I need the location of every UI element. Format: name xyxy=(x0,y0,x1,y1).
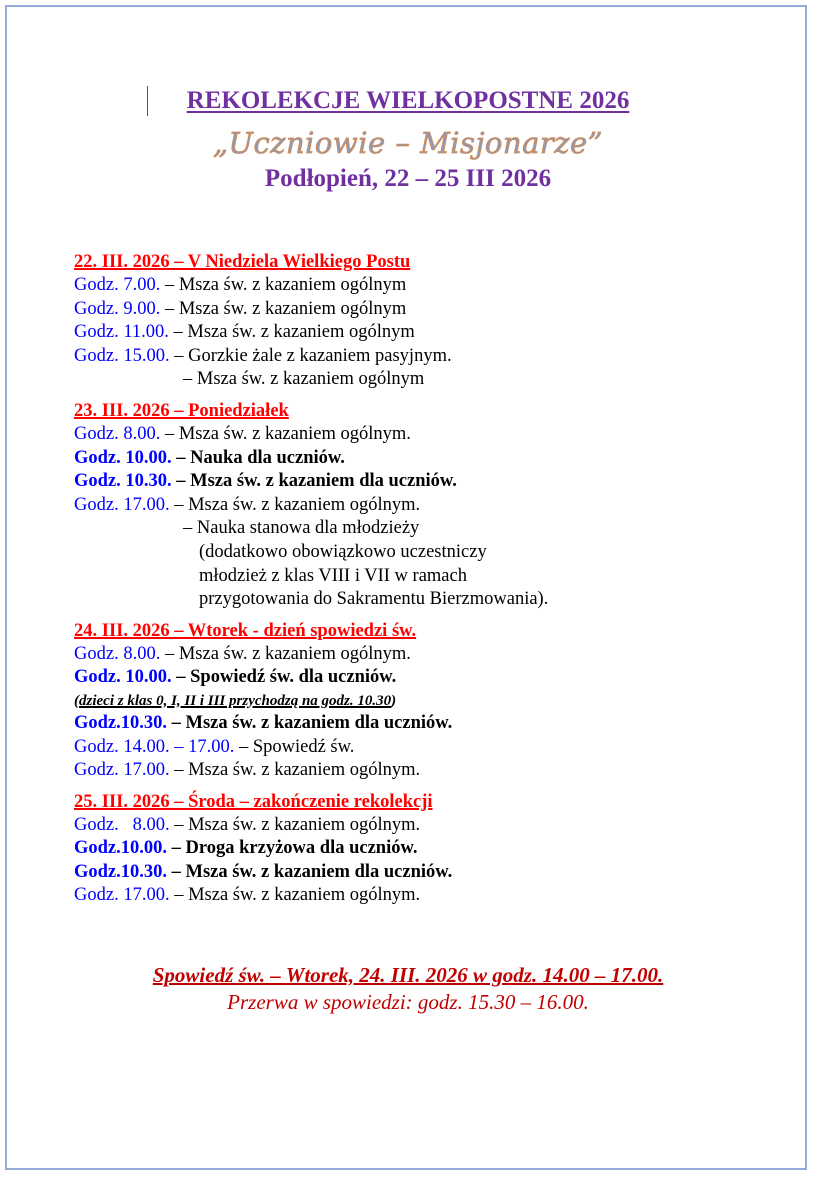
schedule-row xyxy=(74,345,774,369)
schedule-row xyxy=(74,423,774,447)
event-text: – Msza św. z kazaniem ogólnym xyxy=(183,369,425,390)
time-label: Godz. 8.00. xyxy=(74,814,170,835)
schedule-row-continuation xyxy=(74,368,774,392)
event-text: – Msza św. z kazaniem ogólnym. xyxy=(160,423,411,444)
event-text: – Msza św. z kazaniem ogólnym xyxy=(168,322,415,343)
schedule-row xyxy=(74,274,774,298)
event-text: przygotowania do Sakramentu Bierzmowania). xyxy=(199,589,549,610)
schedule-row xyxy=(74,884,774,908)
schedule-row xyxy=(74,736,774,760)
schedule-row xyxy=(74,470,774,494)
event-text: – Spowiedź św. dla uczniów. xyxy=(171,667,397,688)
day-header: 24. III. 2026 – Wtorek - dzień spowiedzi św. xyxy=(74,620,417,641)
event-text: – Msza św. z kazaniem ogólnym xyxy=(160,275,407,295)
time-label: Godz. 10.00. xyxy=(74,667,172,688)
time-label: Godz. 10.00. xyxy=(74,447,172,468)
time-label: Godz. 17.00. xyxy=(74,494,170,515)
event-text: – Msza św. z kazaniem ogólnym. xyxy=(169,494,421,515)
event-text: – Msza św. z kazaniem dla uczniów. xyxy=(171,471,457,492)
schedule-row xyxy=(74,759,774,783)
event-text: – Msza św. z kazaniem ogólnym. xyxy=(169,760,421,781)
confession-break-notice: Przerwa w spowiedzi: godz. 15.30 – 16.00. xyxy=(227,990,589,1014)
schedule-row xyxy=(74,494,774,518)
schedule-row-continuation xyxy=(74,541,774,565)
event-text: – Droga krzyżowa dla uczniów. xyxy=(167,838,418,859)
event-text: – Msza św. z kazaniem dla uczniów. xyxy=(167,712,453,733)
document-title xyxy=(0,84,816,118)
time-label: Godz.10.00. xyxy=(74,838,168,859)
event-text: – Gorzkie żale z kazaniem pasyjnym. xyxy=(169,345,452,366)
day-header: 22. III. 2026 – V Niedziela Wielkiego Postu xyxy=(74,252,411,272)
schedule-row-continuation xyxy=(74,517,774,541)
schedule-row-continuation xyxy=(74,565,774,589)
time-label: Godz.10.30. xyxy=(74,712,168,733)
schedule-row xyxy=(74,861,774,885)
event-text: – Msza św. z kazaniem ogólnym. xyxy=(160,643,411,664)
event-text: – Msza św. z kazaniem dla uczniów. xyxy=(167,861,453,882)
time-label: Godz.10.30. xyxy=(74,861,168,882)
day-section xyxy=(74,619,774,783)
time-label: Godz. 15.00. xyxy=(74,345,170,366)
place-and-dates: Podłopień, 22 – 25 III 2026 xyxy=(264,165,552,192)
event-text: – Nauka stanowa dla młodzieży xyxy=(183,518,420,539)
day-section xyxy=(74,399,774,612)
day-header: 23. III. 2026 – Poniedziałek xyxy=(74,400,289,421)
time-label: Godz. 14.00. – 17.00. xyxy=(74,736,235,757)
schedule-row xyxy=(74,837,774,861)
schedule-row xyxy=(74,666,774,690)
event-text: – Msza św. z kazaniem ogólnym. xyxy=(169,814,421,835)
event-text: – Msza św. z kazaniem ogólnym xyxy=(160,298,407,319)
schedule-row-continuation xyxy=(74,588,774,612)
time-label: Godz. 17.00. xyxy=(74,885,170,906)
confession-text: Spowiedź św. – Wtorek, 24. III. 2026 w godz. 14.00 – 17.00. xyxy=(152,963,664,987)
note-open-paren: ( xyxy=(74,692,79,709)
schedule-row xyxy=(74,447,774,471)
time-label: Godz. 8.00. xyxy=(74,423,161,444)
time-label: Godz. 9.00. xyxy=(74,298,161,319)
schedule-note xyxy=(74,690,774,712)
event-text: – Nauka dla uczniów. xyxy=(171,447,345,468)
event-text: (dodatkowo obowiązkowo uczestniczy xyxy=(199,541,487,562)
schedule xyxy=(74,250,774,915)
document-subtitle: „Uczniowie – Misjonarze” xyxy=(213,126,603,160)
time-label: Godz. 10.30. xyxy=(74,471,172,492)
day-section xyxy=(74,790,774,908)
confession-notice xyxy=(0,960,816,990)
time-label: Godz. 8.00. xyxy=(74,643,161,664)
note-close-paren: ) xyxy=(391,692,397,709)
day-header: 25. III. 2026 – Środa – zakończenie rekolekcji xyxy=(74,791,433,812)
day-section xyxy=(74,250,774,392)
schedule-row xyxy=(74,814,774,838)
title-text: REKOLEKCJE WIELKOPOSTNE 2026 xyxy=(186,87,630,114)
event-text: – Spowiedź św. xyxy=(234,736,355,757)
schedule-row xyxy=(74,712,774,736)
schedule-row xyxy=(74,321,774,345)
event-text: młodzież z klas VIII i VII w ramach xyxy=(199,565,467,586)
schedule-row xyxy=(74,643,774,667)
note-text: dzieci z klas 0, I, II i III przychodzą na godz. 10.30 xyxy=(79,692,392,709)
time-label: Godz. 7.00. xyxy=(74,275,161,295)
time-label: Godz. 11.00. xyxy=(74,322,169,343)
time-label: Godz. 17.00. xyxy=(74,760,170,781)
schedule-row xyxy=(74,298,774,322)
event-text: – Msza św. z kazaniem ogólnym. xyxy=(169,885,421,906)
